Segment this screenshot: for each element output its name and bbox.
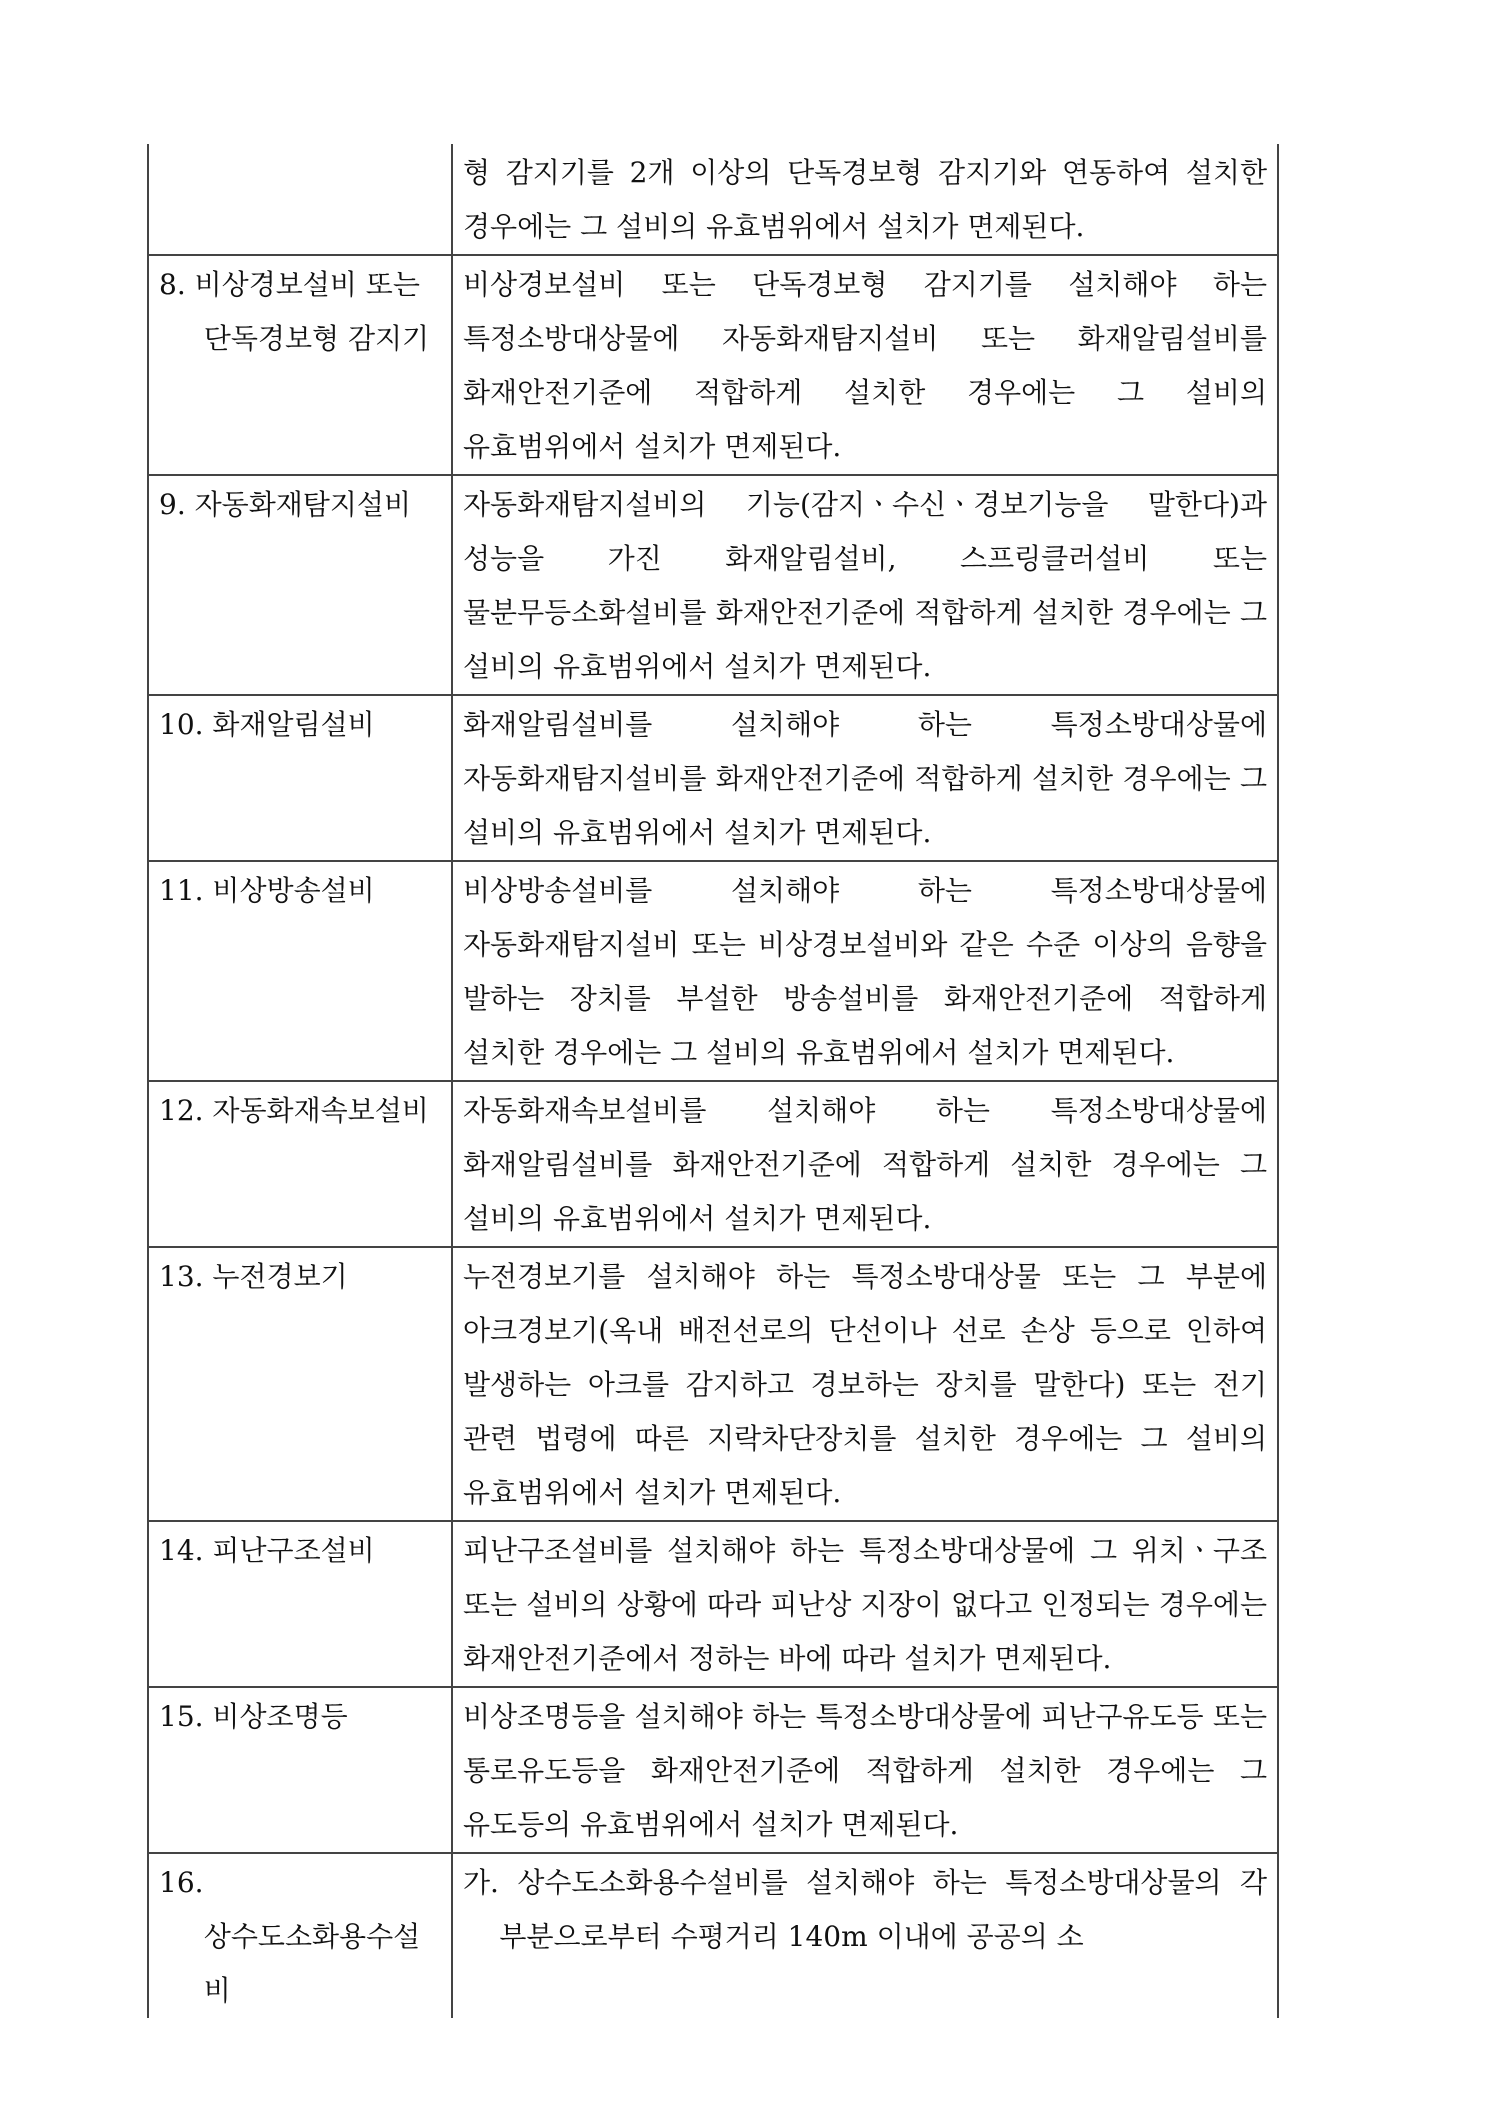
content-text: 누전경보기를 설치해야 하는 특정소방대상물 또는 그 부분에 아크경보기(옥내 배전선로의 단선이나 선로 손상 등으로 인하여 발생하는 아크를 감지하고 경보하는 장치를 말한다) 또는 전기 관련 법령에 따른 지락차단장치를 설치한 경우에는 그 설비의 유효범위에서 설치가 면제된다. bbox=[463, 1260, 1267, 1509]
content-cell bbox=[452, 1687, 1278, 1853]
table-row bbox=[148, 695, 1278, 861]
content-cell bbox=[452, 861, 1278, 1081]
item-cell bbox=[148, 1081, 452, 1247]
item-label: 16. 상수도소화용수설비 bbox=[159, 1866, 421, 2007]
table-row bbox=[148, 861, 1278, 1081]
item-label: 12. 자동화재속보설비 bbox=[159, 1094, 429, 1127]
item-cell bbox=[148, 1853, 452, 2018]
item-cell bbox=[148, 695, 452, 861]
table-row bbox=[148, 475, 1278, 695]
content-text: 자동화재탐지설비의 기능(감지ㆍ수신ㆍ경보기능을 말한다)과 성능을 가진 화재알림설비, 스프링클러설비 또는 물분무등소화설비를 화재안전기준에 적합하게 설치한 경우에는 그 설비의 유효범위에서 설치가 면제된다. bbox=[463, 488, 1267, 683]
table-row bbox=[148, 144, 1278, 255]
item-label: 11. 비상방송설비 bbox=[159, 874, 375, 907]
item-cell bbox=[148, 255, 452, 475]
item-cell bbox=[148, 861, 452, 1081]
item-cell bbox=[148, 1687, 452, 1853]
table-row bbox=[148, 1521, 1278, 1687]
item-label: 9. 자동화재탐지설비 bbox=[159, 488, 412, 521]
item-label: 15. 비상조명등 bbox=[159, 1700, 348, 1733]
content-cell bbox=[452, 1247, 1278, 1521]
table-row bbox=[148, 1853, 1278, 2018]
table-row bbox=[148, 1247, 1278, 1521]
item-cell bbox=[148, 1521, 452, 1687]
table-row bbox=[148, 1081, 1278, 1247]
content-cell bbox=[452, 1521, 1278, 1687]
exemption-table bbox=[147, 144, 1279, 2018]
item-cell bbox=[148, 475, 452, 695]
content-cell bbox=[452, 475, 1278, 695]
content-text: 가. 상수도소화용수설비를 설치해야 하는 특정소방대상물의 각 부분으로부터 수평거리 140m 이내에 공공의 소 bbox=[463, 1866, 1267, 1953]
item-label: 14. 피난구조설비 bbox=[159, 1534, 375, 1567]
content-cell bbox=[452, 1081, 1278, 1247]
content-text: 형 감지기를 2개 이상의 단독경보형 감지기와 연동하여 설치한 경우에는 그 설비의 유효범위에서 설치가 면제된다. bbox=[463, 156, 1267, 243]
content-text: 비상경보설비 또는 단독경보형 감지기를 설치해야 하는 특정소방대상물에 자동화재탐지설비 또는 화재알림설비를 화재안전기준에 적합하게 설치한 경우에는 그 설비의 유효범위에서 설치가 면제된다. bbox=[463, 268, 1267, 463]
content-text: 비상방송설비를 설치해야 하는 특정소방대상물에 자동화재탐지설비 또는 비상경보설비와 같은 수준 이상의 음향을 발하는 장치를 부설한 방송설비를 화재안전기준에 적합하게 설치한 경우에는 그 설비의 유효범위에서 설치가 면제된다. bbox=[463, 874, 1267, 1069]
content-cell bbox=[452, 144, 1278, 255]
content-text: 자동화재속보설비를 설치해야 하는 특정소방대상물에 화재알림설비를 화재안전기준에 적합하게 설치한 경우에는 그 설비의 유효범위에서 설치가 면제된다. bbox=[463, 1094, 1267, 1235]
content-cell bbox=[452, 255, 1278, 475]
item-cell bbox=[148, 144, 452, 255]
item-cell bbox=[148, 1247, 452, 1521]
content-cell bbox=[452, 695, 1278, 861]
item-label: 13. 누전경보기 bbox=[159, 1260, 348, 1293]
content-text: 피난구조설비를 설치해야 하는 특정소방대상물에 그 위치ㆍ구조 또는 설비의 상황에 따라 피난상 지장이 없다고 인정되는 경우에는 화재안전기준에서 정하는 바에 따라 설치가 면제된다. bbox=[463, 1534, 1267, 1675]
item-label: 8. 비상경보설비 또는 단독경보형 감지기 bbox=[159, 268, 430, 355]
table-row bbox=[148, 1687, 1278, 1853]
item-label: 10. 화재알림설비 bbox=[159, 708, 375, 741]
table-row bbox=[148, 255, 1278, 475]
content-text: 비상조명등을 설치해야 하는 특정소방대상물에 피난구유도등 또는 통로유도등을 화재안전기준에 적합하게 설치한 경우에는 그 유도등의 유효범위에서 설치가 면제된다. bbox=[463, 1700, 1267, 1841]
content-cell bbox=[452, 1853, 1278, 2018]
content-text: 화재알림설비를 설치해야 하는 특정소방대상물에 자동화재탐지설비를 화재안전기준에 적합하게 설치한 경우에는 그 설비의 유효범위에서 설치가 면제된다. bbox=[463, 708, 1267, 849]
